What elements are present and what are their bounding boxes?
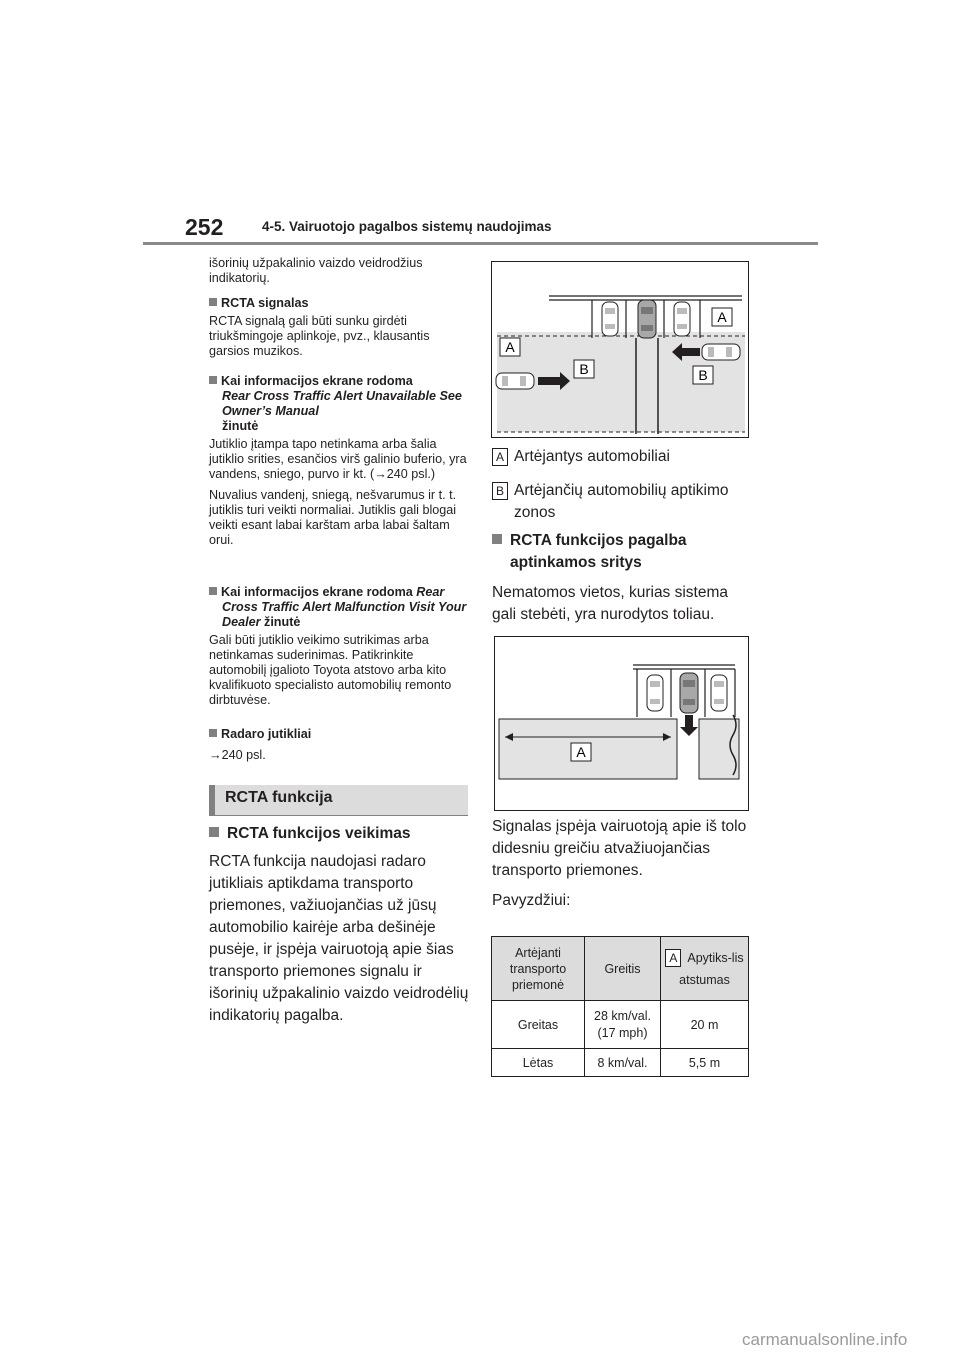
label-b: B	[698, 367, 708, 383]
radar-block	[209, 727, 471, 763]
header-vehicle: Artėjanti transporto priemonė	[492, 937, 585, 1001]
approaching-car-left-icon	[496, 373, 534, 389]
parked-car-icon	[602, 302, 618, 336]
unavailable-text-2: Nuvalius vandenį, sniegą, nešvarumus ir t. t. jutiklis turi veikti normaliai. Jutiklis gali blogai veikti esant labai karštam arba labai šaltam orui.	[209, 488, 457, 547]
parking-diagram	[492, 262, 748, 437]
square-bullet-icon	[209, 376, 217, 384]
header-distance-label: A	[665, 949, 681, 967]
label-b: B	[579, 361, 589, 377]
operation-block	[209, 823, 471, 1027]
table-row	[492, 1049, 749, 1077]
row-distance: 5,5 m	[661, 1049, 749, 1077]
arrow-down-icon	[680, 715, 698, 736]
operation-text: RCTA funkcija naudojasi radaro jutikliais aptikdama transporto priemones, važiuojančias už jūsų automobilio kairėje arba dešinėje pusėje, ir įspėja vairuotoją apie šias transporto priemones signalu ir išorinių užpakalinio vaizdo veidrodėlių indikatorių pagalba.	[209, 853, 469, 1024]
intro-text: išorinių užpakalinio vaizdo veidrodžius indikatorių.	[209, 256, 423, 285]
page-number: 252	[185, 214, 224, 240]
malfunction-block	[209, 585, 471, 708]
parked-car-icon	[647, 675, 663, 711]
table-header-row	[492, 937, 749, 1001]
legend-a	[492, 446, 762, 468]
signal-paragraph	[492, 816, 754, 912]
square-bullet-icon	[209, 729, 217, 737]
radar-heading: Radaro jutikliai	[209, 727, 471, 742]
header-divider	[143, 242, 818, 245]
signal-text: RCTA signalą gali būti sunku girdėti triukšmingoje aplinkoje, pvz., klausantis garsios muzikos.	[209, 314, 430, 358]
malfunction-heading: Kai informacijos ekrane rodoma Rear Cross Traffic Alert Malfunction Visit Your Dealer žinutė	[209, 585, 471, 630]
signal-block	[209, 296, 471, 359]
areas-block	[492, 530, 754, 626]
operation-heading: RCTA funkcijos veikimas	[209, 823, 471, 845]
legend-b-text: Artėjančių automobilių aptikimo zonos	[514, 482, 729, 521]
legend-a-label: A	[492, 448, 508, 466]
row-speed: 28 km/val. (17 mph)	[585, 1001, 661, 1049]
approaching-car-right-icon	[702, 344, 740, 360]
signal-text-right: Signalas įspėja vairuotoją apie iš tolo didesniu greičiu atvažiuojančias transporto priemones.	[492, 818, 747, 879]
malfunction-text: Gali būti jutiklio veikimo sutrikimas arba netinkamas suderinimas. Patikrinkite automobilį įgalioto Toyota atstovo arba kito kvalifikuoto specialisto automobilių remonto dirbtuvėse.	[209, 633, 452, 707]
section-title-underline	[209, 815, 468, 816]
legend-b-label: B	[492, 482, 508, 500]
square-bullet-icon	[492, 534, 502, 544]
own-car-icon	[680, 673, 698, 713]
section-title-box: RCTA funkcija	[209, 785, 468, 815]
header-speed: Greitis	[585, 937, 661, 1001]
parked-car-icon	[674, 302, 690, 336]
row-vehicle: Lėtas	[492, 1049, 585, 1077]
radar-ref: →240 psl.	[209, 748, 266, 762]
example-label: Pavyzdžiui:	[492, 892, 571, 909]
speed-distance-table	[491, 936, 749, 1077]
areas-heading: RCTA funkcijos pagalba aptinkamos sritys	[492, 530, 754, 574]
square-bullet-icon	[209, 298, 217, 306]
own-car-icon	[638, 300, 656, 338]
label-a: A	[576, 744, 586, 760]
unavailable-block	[209, 374, 471, 548]
legend-b	[492, 480, 762, 524]
header-distance	[661, 937, 749, 1001]
detection-area-diagram	[495, 637, 748, 810]
row-distance: 20 m	[661, 1001, 749, 1049]
parked-car-icon	[711, 675, 727, 711]
unavailable-text-1: Jutiklio įtampa tapo netinkama arba šalia jutiklio srities, esančios virš galinio buferio, yra vandens, sniego, purvo ir kt. (→240 psl.)	[209, 437, 467, 481]
signal-heading: RCTA signalas	[209, 296, 471, 311]
table-row	[492, 1001, 749, 1049]
areas-text: Nematomos vietos, kurias sistema gali stebėti, yra nurodytos toliau.	[492, 584, 729, 623]
row-speed: 8 km/val.	[585, 1049, 661, 1077]
watermark: carmanualsonline.info	[742, 1330, 908, 1349]
label-a: A	[505, 339, 515, 355]
row-vehicle: Greitas	[492, 1001, 585, 1049]
square-bullet-icon	[209, 827, 219, 837]
rcta-detection-figure	[491, 261, 749, 438]
unavailable-heading: Kai informacijos ekrane rodoma Rear Cross Traffic Alert Unavailable See Owner’s Manual žinutė	[209, 374, 471, 434]
section-header-title: 4-5. Vairuotojo pagalbos sistemų naudojimas	[262, 219, 552, 234]
header-distance-text: Apytiks-lis atstumas	[679, 950, 744, 987]
detection-area-figure	[494, 636, 749, 811]
legend-a-text: Artėjantys automobiliai	[514, 448, 670, 465]
label-a: A	[717, 309, 727, 325]
square-bullet-icon	[209, 587, 217, 595]
